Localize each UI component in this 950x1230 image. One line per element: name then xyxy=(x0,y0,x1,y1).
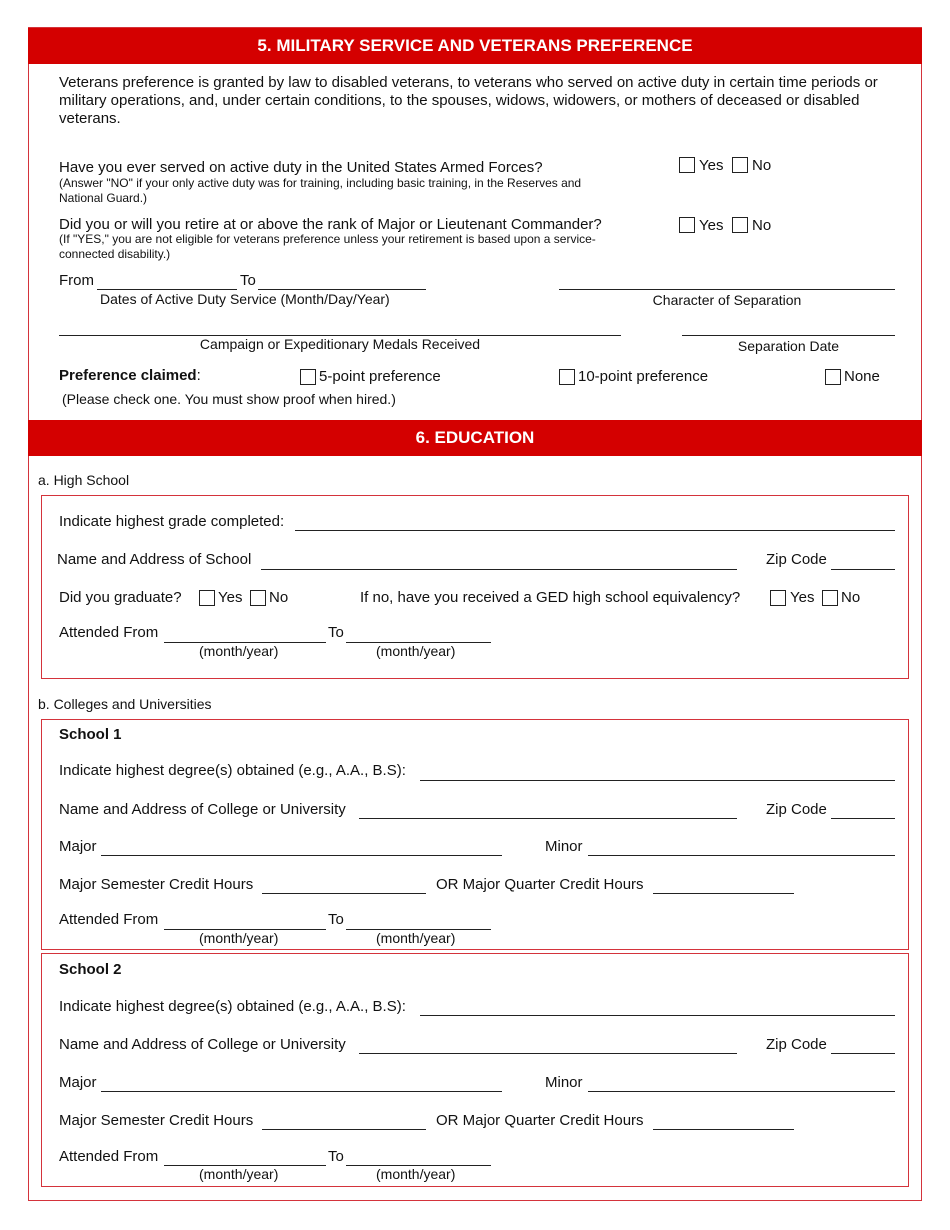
q2-yes-label: Yes xyxy=(699,217,724,234)
q1-active-duty: Have you ever served on active duty in the United States Armed Forces? xyxy=(59,159,543,176)
school1-attended-from-label: Attended From xyxy=(59,911,159,928)
hs-graduate-yes-label: Yes xyxy=(218,589,243,606)
colleges-heading: b. Colleges and Universities xyxy=(38,696,212,712)
hs-ged-no-label: No xyxy=(841,589,861,606)
q2-no-checkbox[interactable] xyxy=(732,217,748,233)
q2-retire-rank: Did you or will you retire at or above the rank of Major or Lieutenant Commander? xyxy=(59,216,602,233)
hs-name-field[interactable] xyxy=(261,569,737,570)
pref-10-point-checkbox[interactable] xyxy=(559,369,575,385)
q2-note: (If "YES," you are not eligible for veterans preference unless your retirement is based upon a service-connected disability.) xyxy=(59,232,596,261)
q1-no-checkbox[interactable] xyxy=(732,157,748,173)
school2-attended-to-label: To xyxy=(328,1148,344,1165)
hs-graduate-label: Did you graduate? xyxy=(59,589,182,606)
school2-zip-label: Zip Code xyxy=(766,1036,827,1053)
school2-minor-label: Minor xyxy=(545,1074,583,1091)
school1-frame xyxy=(41,719,909,950)
school2-semester-label: Major Semester Credit Hours xyxy=(59,1112,254,1129)
hs-zip-field[interactable] xyxy=(831,569,895,570)
school1-zip-label: Zip Code xyxy=(766,801,827,818)
school1-quarter-label: OR Major Quarter Credit Hours xyxy=(436,876,644,893)
school2-to-caption: (month/year) xyxy=(376,1166,456,1182)
dates-caption: Dates of Active Duty Service (Month/Day/Year) xyxy=(100,291,390,307)
q1-note: (Answer "NO" if your only active duty was for training, including basic training, in the Reserves and National Guard.) xyxy=(59,176,582,205)
school2-major-label: Major xyxy=(59,1074,97,1091)
school1-attended-to-label: To xyxy=(328,911,344,928)
school2-attended-from-label: Attended From xyxy=(59,1148,159,1165)
school2-degree-field[interactable] xyxy=(420,1015,895,1016)
school1-major-label: Major xyxy=(59,838,97,855)
hs-ged-yes-label: Yes xyxy=(790,589,815,606)
character-of-separation-field[interactable] xyxy=(559,289,895,290)
hs-zip-label: Zip Code xyxy=(766,551,827,568)
active-to-label: To xyxy=(240,272,256,289)
pref-10-point-label: 10-point preference xyxy=(578,368,709,385)
preference-claimed-label: Preference claimed: xyxy=(59,367,201,384)
school2-semester-field[interactable] xyxy=(262,1129,426,1130)
school2-name-label: Name and Address of College or University xyxy=(59,1036,346,1053)
school1-semester-field[interactable] xyxy=(262,893,426,894)
school1-semester-label: Major Semester Credit Hours xyxy=(59,876,254,893)
q2-no-label: No xyxy=(752,217,772,234)
hs-name-label: Name and Address of School xyxy=(57,551,252,568)
school2-minor-field[interactable] xyxy=(588,1091,895,1092)
school1-to-caption: (month/year) xyxy=(376,930,456,946)
character-caption: Character of Separation xyxy=(652,292,802,308)
hs-ged-no-checkbox[interactable] xyxy=(822,590,838,606)
hs-attended-from-label: Attended From xyxy=(59,624,159,641)
hs-from-caption: (month/year) xyxy=(199,643,279,659)
pref-5-point-label: 5-point preference xyxy=(319,368,441,385)
q1-yes-checkbox[interactable] xyxy=(679,157,695,173)
school1-degree-label: Indicate highest degree(s) obtained (e.g., A.A., B.S): xyxy=(59,762,406,779)
preference-note: (Please check one. You must show proof when hired.) xyxy=(62,391,396,407)
school1-name-label: Name and Address of College or University xyxy=(59,801,346,818)
hs-ged-label: If no, have you received a GED high school equivalency? xyxy=(360,589,741,606)
school2-quarter-field[interactable] xyxy=(653,1129,794,1130)
school2-title: School 2 xyxy=(59,961,122,978)
school2-frame xyxy=(41,953,909,1187)
school1-major-field[interactable] xyxy=(101,855,502,856)
hs-graduate-no-label: No xyxy=(269,589,289,606)
veterans-intro: Veterans preference is granted by law to disabled veterans, to veterans who served on active duty in certain time periods or military operations, and, under certain conditions, to the spouses, widows, widowers, or mothers of deceased or disabled veterans. xyxy=(59,74,878,127)
school1-minor-label: Minor xyxy=(545,838,583,855)
active-from-field[interactable] xyxy=(97,289,237,290)
school2-name-field[interactable] xyxy=(359,1053,737,1054)
school2-degree-label: Indicate highest degree(s) obtained (e.g., A.A., B.S): xyxy=(59,998,406,1015)
section6-header: 6. EDUCATION xyxy=(28,420,922,456)
hs-graduate-yes-checkbox[interactable] xyxy=(199,590,215,606)
q1-no-label: No xyxy=(752,157,772,174)
high-school-heading: a. High School xyxy=(38,472,130,488)
school1-zip-field[interactable] xyxy=(831,818,895,819)
school1-from-caption: (month/year) xyxy=(199,930,279,946)
pref-5-point-checkbox[interactable] xyxy=(300,369,316,385)
separation-date-caption: Separation Date xyxy=(737,338,840,354)
school1-quarter-field[interactable] xyxy=(653,893,794,894)
school2-zip-field[interactable] xyxy=(831,1053,895,1054)
pref-none-label: None xyxy=(844,368,880,385)
section5-header: 5. MILITARY SERVICE AND VETERANS PREFERENCE xyxy=(28,28,922,64)
school1-title: School 1 xyxy=(59,726,122,743)
active-to-field[interactable] xyxy=(258,289,426,290)
separation-date-field[interactable] xyxy=(682,335,895,336)
hs-grade-field[interactable] xyxy=(295,530,895,531)
q2-yes-checkbox[interactable] xyxy=(679,217,695,233)
pref-none-checkbox[interactable] xyxy=(825,369,841,385)
hs-attended-to-label: To xyxy=(328,624,344,641)
school2-quarter-label: OR Major Quarter Credit Hours xyxy=(436,1112,644,1129)
medals-caption: Campaign or Expeditionary Medals Received xyxy=(199,336,481,352)
school2-major-field[interactable] xyxy=(101,1091,502,1092)
q1-yes-label: Yes xyxy=(699,157,724,174)
hs-graduate-no-checkbox[interactable] xyxy=(250,590,266,606)
school1-degree-field[interactable] xyxy=(420,780,895,781)
hs-ged-yes-checkbox[interactable] xyxy=(770,590,786,606)
hs-to-caption: (month/year) xyxy=(376,643,456,659)
active-from-label: From xyxy=(59,272,94,289)
school2-from-caption: (month/year) xyxy=(199,1166,279,1182)
school1-name-field[interactable] xyxy=(359,818,737,819)
school1-minor-field[interactable] xyxy=(588,855,895,856)
hs-grade-label: Indicate highest grade completed: xyxy=(59,513,285,530)
